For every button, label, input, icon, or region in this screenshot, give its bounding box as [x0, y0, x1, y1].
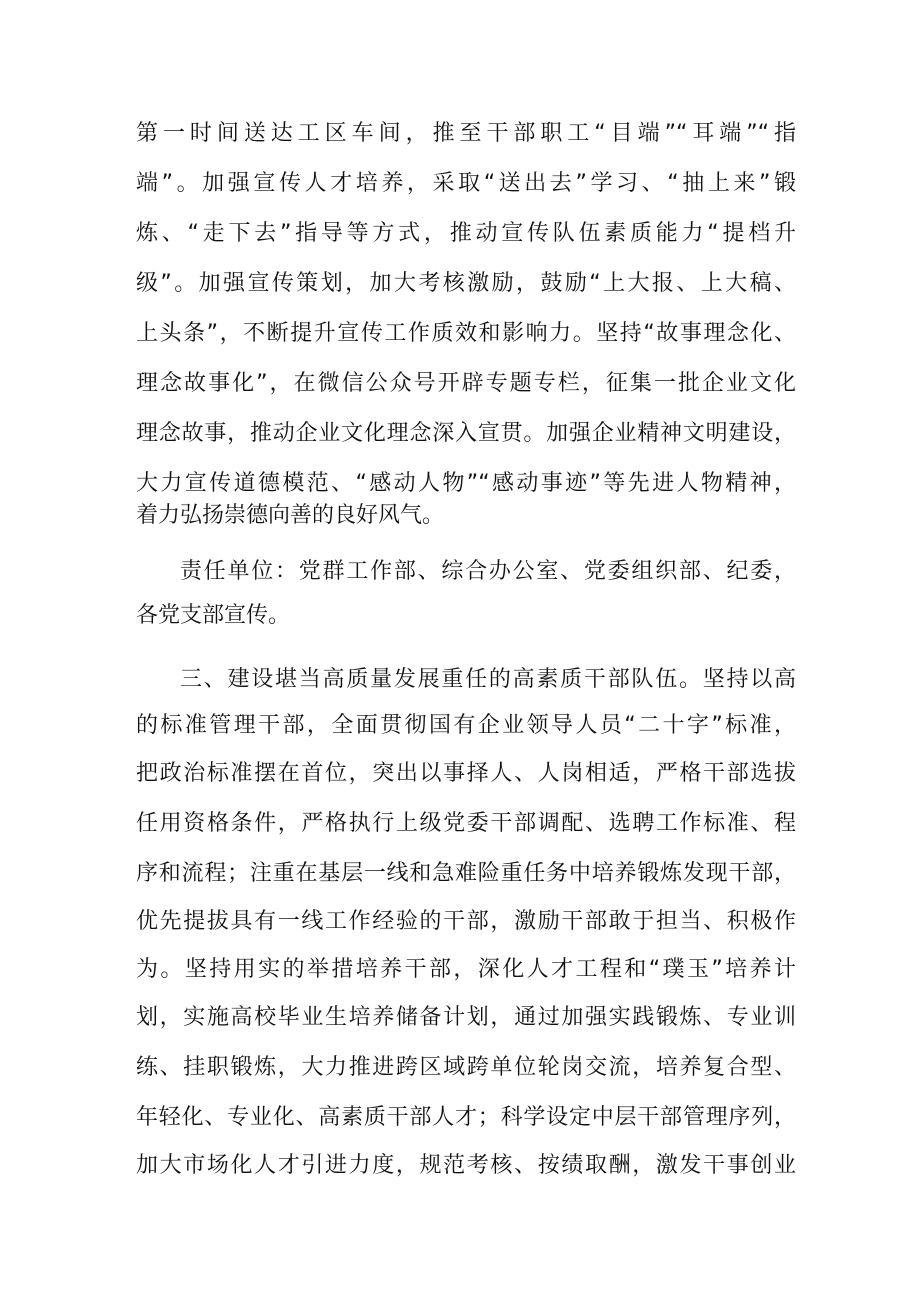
paragraph-1-line-1: 第一时间送达工区车间，推至干部职工“目端”“耳端”“指	[136, 121, 796, 146]
paragraph-3-line-11: 加大市场化人才引进力度，规范考核、按绩取酬，激发干事创业	[136, 1153, 796, 1178]
paragraph-1-line-3: 炼、“走下去”指导等方式，推动宣传队伍素质能力“提档升	[136, 221, 796, 246]
paragraph-3-line-2: 的标准管理干部，全面贯彻国有企业领导人员“二十字”标准，	[136, 713, 796, 738]
paragraph-3-line-4: 任用资格条件，严格执行上级党委干部调配、选聘工作标准、程	[136, 811, 796, 836]
paragraph-3-line-1: 三、建设堪当高质量发展重任的高素质干部队伍。坚持以高	[180, 667, 796, 692]
paragraph-3-line-9: 练、挂职锻炼，大力推进跨区域跨单位轮岗交流，培养复合型、	[136, 1055, 796, 1080]
paragraph-1-line-8: 大力宣传道德模范、“感动人物”“感动事迹”等先进人物精神，	[136, 471, 796, 496]
paragraph-3-line-10: 年轻化、专业化、高素质干部人才；科学设定中层干部管理序列，	[136, 1105, 796, 1130]
paragraph-1-line-5: 上头条”，不断提升宣传工作质效和影响力。坚持“故事理念化、	[136, 321, 796, 346]
paragraph-3-line-3: 把政治标准摆在首位，突出以事择人、人岗相适，严格干部选拔	[136, 761, 796, 786]
paragraph-1-line-9: 着力弘扬崇德向善的良好风气。	[136, 503, 445, 528]
paragraph-3-line-5: 序和流程；注重在基层一线和急难险重任务中培养锻炼发现干部，	[136, 861, 796, 886]
paragraph-2-line-1: 责任单位：党群工作部、综合办公室、党委组织部、纪委，	[180, 559, 796, 584]
paragraph-1-line-7: 理念故事，推动企业文化理念深入宣贯。加强企业精神文明建设，	[136, 421, 796, 446]
paragraph-1-line-4: 级”。加强宣传策划，加大考核激励，鼓励“上大报、上大稿、	[136, 271, 796, 296]
paragraph-1-line-6: 理念故事化”，在微信公众号开辟专题专栏，征集一批企业文化	[136, 371, 796, 396]
paragraph-3-line-7: 为。坚持用实的举措培养干部，深化人才工程和“璞玉”培养计	[136, 957, 796, 982]
paragraph-3-line-6: 优先提拔具有一线工作经验的干部，激励干部敢于担当、积极作	[136, 909, 796, 934]
paragraph-2-line-2: 各党支部宣传。	[136, 603, 291, 628]
paragraph-1-line-2: 端”。加强宣传人才培养，采取“送出去”学习、“抽上来”锻	[136, 171, 796, 196]
paragraph-3-line-8: 划，实施高校毕业生培养储备计划，通过加强实践锻炼、专业训	[136, 1005, 796, 1030]
